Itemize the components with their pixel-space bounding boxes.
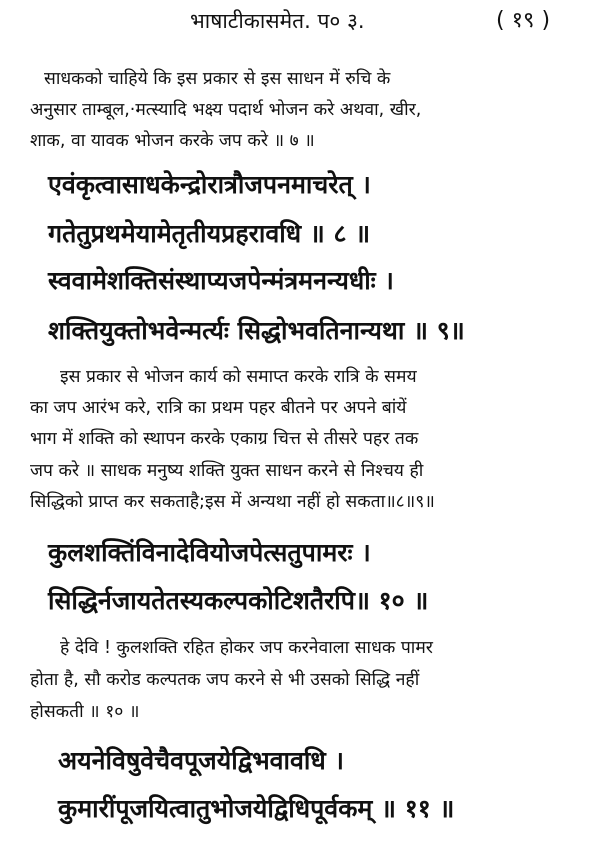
commentary-line: होता है, सौ करोड कल्पतक जप करने से भी उसको सिद्धि नहीं [30,670,420,690]
verse-line: अयनेविषुवेचैवपूजयेद्विभवावधि । [58,746,344,775]
commentary-line: जप करे ॥ साधक मनुष्य शक्ति युक्त साधन करने से निश्चय ही [30,461,424,481]
verse-line: एवंकृत्वासाधकेन्द्रोरात्रौजपनमाचरेत् । [48,170,371,199]
commentary-line: हे देवि ! कुलशक्ति रहित होकर जप करनेवाला साधक पामर [60,638,433,658]
verse-line: कुमारींपूजयित्वातुभोजयेद्विधिपूर्वकम् ॥ ११ ॥ [58,794,455,823]
running-title: भाषाटीकासमेत. प० ३. [190,9,365,33]
commentary-line: शाक, वा यावक भोजन करके जप करे ॥ ७ ॥ [30,131,315,151]
verse-line: गतेतुप्रथमेयामेतृतीयप्रहरावधि ॥ ८ ॥ [48,219,371,248]
commentary-line: सिद्धिको प्राप्त कर सकताहै;इस में अन्यथा नहीं हो सकता॥८॥९॥ [30,492,435,512]
verse-line: सिद्धिर्नजायतेतस्यकल्पकोटिशतैरपि॥ १० ॥ [48,586,429,615]
commentary-line: भाग में शक्ति को स्थापन करके एकाग्र चित्त से तीसरे पहर तक [30,429,419,449]
commentary-line: का जप आरंभ करे, रात्रि का प्रथम पहर बीतने पर अपने बांयें [30,398,407,418]
commentary-line: अनुसार ताम्बूल,·मत्स्यादि भक्ष्य पदार्थ भोजन करे अथवा, खीर, [30,100,422,120]
verse-line: कुलशक्तिंविनादेवियोजपेत्सतुपामरः । [48,538,371,567]
commentary-line: होसकती ॥ १० ॥ [30,702,140,722]
commentary-line: इस प्रकार से भोजन कार्य को समाप्त करके रात्रि के समय [60,367,417,387]
page-header [0,6,600,36]
page-number: ( १९ ) [496,8,551,33]
commentary-line: साधकको चाहिये कि इस प्रकार से इस साधन में रुचि के [44,69,391,89]
verse-line: स्ववामेशक्तिसंस्थाप्यजपेन्मंत्रमनन्यधीः । [48,266,394,295]
verse-line: शक्तियुक्तोभवेन्मर्त्यः सिद्धोभवतिनान्यथा ॥ ९॥ [48,316,465,345]
